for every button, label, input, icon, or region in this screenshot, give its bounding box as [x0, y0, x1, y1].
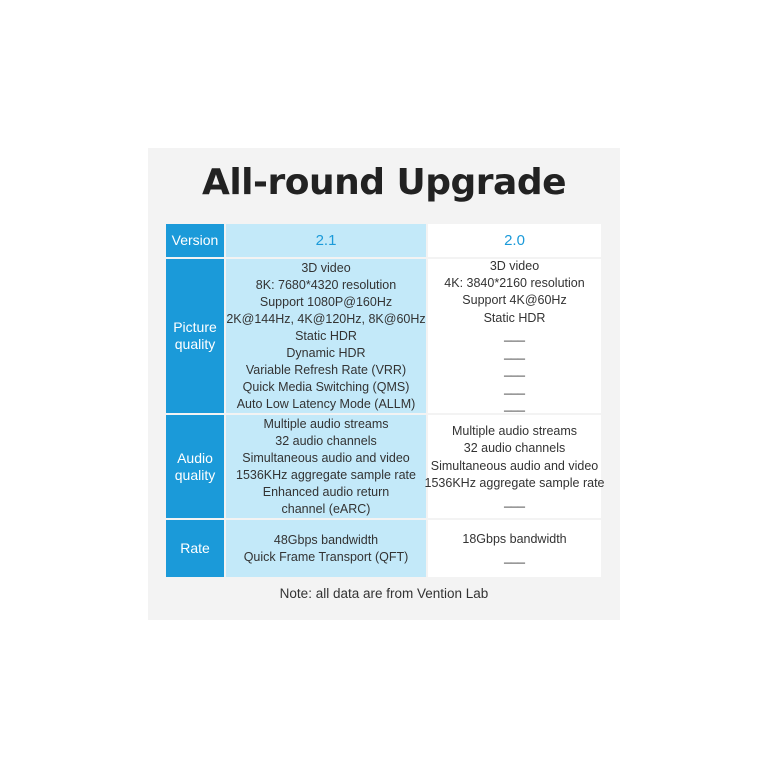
- cell-line: Simultaneous audio and video: [242, 450, 410, 465]
- rate-2-1-cell: [226, 520, 426, 577]
- cell-line: 32 audio channels: [463, 441, 566, 456]
- audio-quality-2-0-cell: [424, 415, 605, 518]
- cell-line: Support 1080P@160Hz: [259, 294, 393, 309]
- version-2-0-header: 2.0: [428, 224, 601, 257]
- audio-quality-2-1-cell: [226, 415, 426, 518]
- rate-label: Rate: [166, 520, 224, 577]
- cell-line: Support 4K@60Hz: [462, 293, 567, 308]
- cell-line: ___: [504, 493, 525, 508]
- cell-line: Multiple audio streams: [451, 423, 578, 438]
- picture-quality-label: Picture quality: [166, 259, 224, 413]
- cell-line: Variable Refresh Rate (VRR): [245, 362, 407, 377]
- version-label: Version: [166, 224, 224, 257]
- cell-line: ___: [504, 549, 525, 564]
- cell-line: ___: [504, 328, 525, 343]
- audio-quality-label: Audio quality: [166, 415, 224, 518]
- comparison-table: [166, 224, 605, 577]
- cell-line: Quick Frame Transport (QFT): [243, 549, 409, 564]
- cell-line: Dynamic HDR: [286, 345, 366, 360]
- cell-line: Auto Low Latency Mode (ALLM): [236, 396, 416, 411]
- cell-line: ___: [504, 363, 525, 378]
- cell-line: channel (eARC): [281, 501, 371, 516]
- cell-line: Quick Media Switching (QMS): [242, 379, 410, 394]
- cell-line: Enhanced audio return: [262, 484, 390, 499]
- cell-line: 32 audio channels: [275, 433, 377, 448]
- cell-line: Static HDR: [483, 310, 546, 325]
- cell-line: 1536KHz aggregate sample rate: [236, 467, 416, 482]
- cell-line: 48Gbps bandwidth: [273, 532, 379, 547]
- picture-quality-2-1-cell: [226, 259, 426, 413]
- cell-line: Multiple audio streams: [263, 416, 389, 431]
- cell-line: 1536KHz aggregate sample rate: [424, 476, 605, 491]
- footnote: Note: all data are from Vention Lab: [279, 586, 489, 601]
- cell-line: 2K@144Hz, 4K@120Hz, 8K@60Hz: [226, 311, 426, 326]
- page-title: All-round Upgrade: [201, 162, 567, 203]
- version-2-1-header: 2.1: [226, 224, 426, 257]
- cell-line: 3D video: [301, 260, 351, 275]
- picture-quality-2-0-cell: [428, 259, 601, 413]
- cell-line: Simultaneous audio and video: [430, 458, 599, 473]
- cell-line: ___: [504, 397, 525, 412]
- cell-line: 4K: 3840*2160 resolution: [444, 276, 585, 291]
- cell-line: Static HDR: [295, 328, 357, 343]
- cell-line: 3D video: [489, 258, 540, 273]
- rate-2-0-cell: [428, 520, 601, 577]
- cell-line: 18Gbps bandwidth: [462, 532, 567, 547]
- cell-line: ___: [504, 345, 525, 360]
- cell-line: ___: [504, 380, 525, 395]
- cell-line: 8K: 7680*4320 resolution: [255, 277, 397, 292]
